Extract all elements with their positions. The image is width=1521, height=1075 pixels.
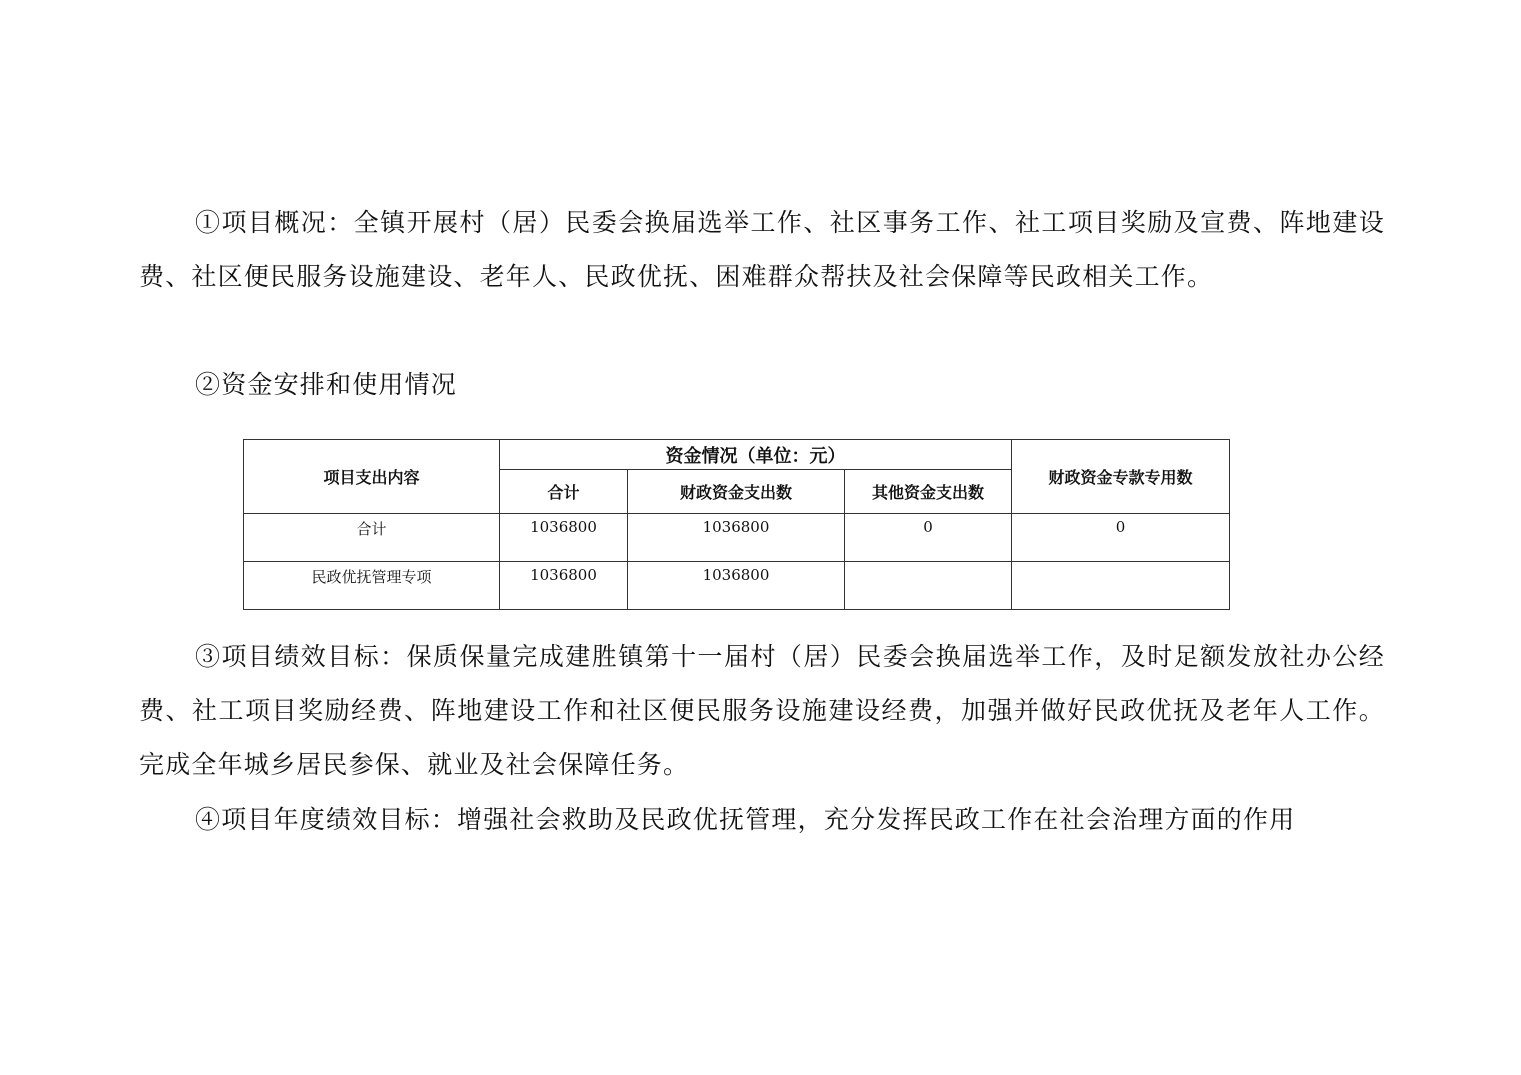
cell-total: 1036800 — [500, 562, 628, 610]
header-total: 合计 — [500, 470, 628, 514]
performance-goal-paragraph: ③项目绩效目标：保质保量完成建胜镇第十一届村（居）民委会换届选举工作，及时足额发放社办公经费、社工项目奖励经费、阵地建设工作和社区便民服务设施建设经费，加强并做好民政优抚及老年人工作。完成全年城乡居民参保、就业及社会保障任务。 — [139, 642, 1385, 779]
cell-fiscal: 1036800 — [628, 562, 845, 610]
cell-total: 1036800 — [500, 514, 628, 562]
header-other: 其他资金支出数 — [845, 470, 1012, 514]
header-fiscal: 财政资金支出数 — [628, 470, 845, 514]
header-funding-group: 资金情况（单位：元） — [500, 440, 1012, 470]
cell-fiscal: 1036800 — [628, 514, 845, 562]
header-item: 项目支出内容 — [244, 440, 500, 514]
annual-performance-goal-paragraph: ④项目年度绩效目标：增强社会救助及民政优抚管理，充分发挥民政工作在社会治理方面的作用 — [195, 805, 1296, 834]
cell-other — [845, 562, 1012, 610]
cell-special: 0 — [1012, 514, 1230, 562]
table-row — [244, 514, 1230, 562]
cell-item: 民政优抚管理专项 — [244, 562, 500, 610]
funding-section-heading: ②资金安排和使用情况 — [195, 370, 458, 399]
funding-table — [243, 439, 1230, 610]
project-overview-paragraph: ①项目概况：全镇开展村（居）民委会换届选举工作、社区事务工作、社工项目奖励及宣费、阵地建设费、社区便民服务设施建设、老年人、民政优抚、困难群众帮扶及社会保障等民政相关工作。 — [139, 208, 1385, 291]
table-row — [244, 562, 1230, 610]
cell-item: 合计 — [244, 514, 500, 562]
header-special: 财政资金专款专用数 — [1012, 440, 1230, 514]
table-header-row — [244, 440, 1230, 470]
cell-other: 0 — [845, 514, 1012, 562]
cell-special — [1012, 562, 1230, 610]
